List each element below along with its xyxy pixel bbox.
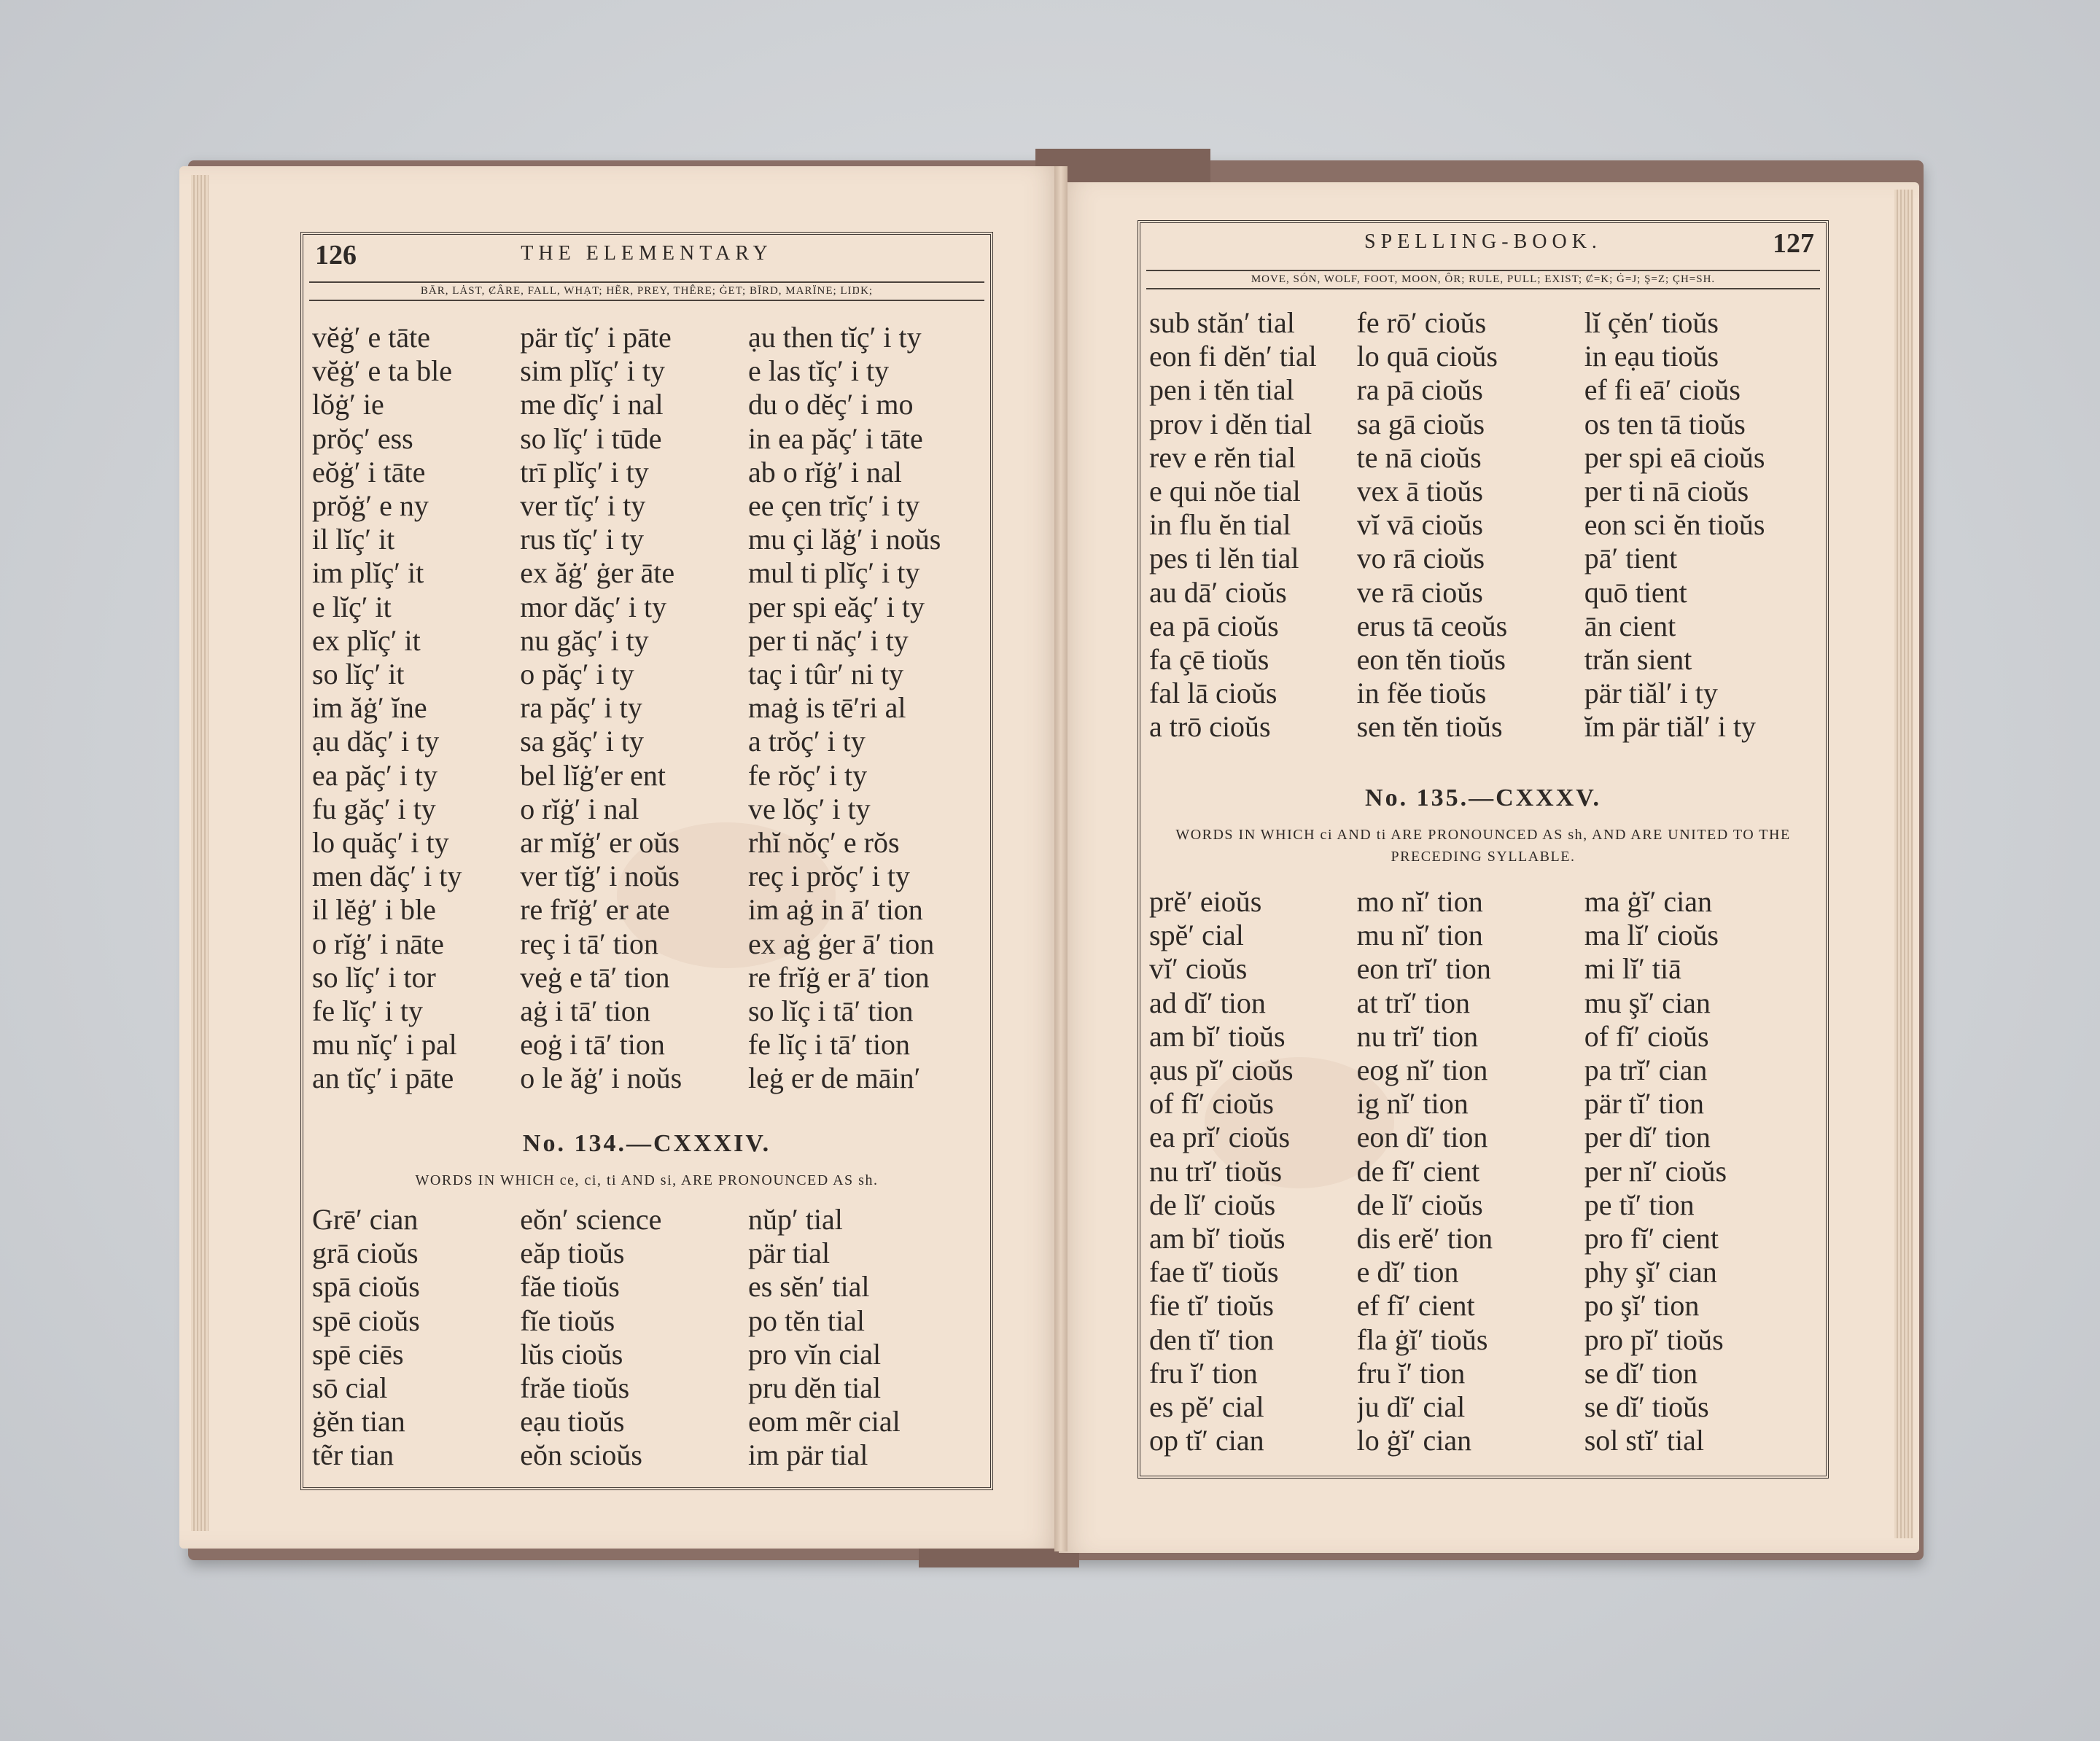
word-entry: ex ăġ′ ġer āte: [520, 556, 675, 590]
word-entry: fĭe tioŭs: [520, 1304, 615, 1337]
word-entry: mu nĭ′ tion: [1356, 919, 1483, 952]
word-entry: fe rō′ cioŭs: [1356, 306, 1487, 339]
word-entry: dis erĕ′ tion: [1356, 1222, 1493, 1255]
word-entry: ạu then tĭç′ i ty: [747, 321, 922, 354]
word-entry: sa găç′ i ty: [520, 725, 644, 758]
word-entry: maġ is tē′ri al: [747, 691, 906, 725]
word-entry: me dĭç′ i nal: [520, 388, 664, 421]
word-entry: fla ġĭ′ tioŭs: [1356, 1323, 1488, 1356]
word-entry: ad dĭ′ tion: [1149, 986, 1266, 1019]
word-entry: rev e rĕn tial: [1149, 440, 1296, 474]
word-entry: ġĕn tian: [312, 1405, 405, 1438]
word-entry: ver tĭç′ i ty: [520, 489, 646, 523]
word-entry: ma ġĭ′ cian: [1584, 885, 1713, 918]
word-entry: of fĭ′ cioŭs: [1584, 1019, 1709, 1053]
word-entry: eom mẽr cial: [747, 1405, 901, 1438]
word-entry: lo quā cioŭs: [1356, 340, 1498, 373]
word-entry: ig nĭ′ tion: [1356, 1087, 1469, 1121]
word-entry: pen i tĕn tial: [1149, 373, 1294, 407]
word-entry: pär tĭ′ tion: [1584, 1087, 1704, 1121]
word-entry: de lĭ′ cioŭs: [1149, 1188, 1276, 1221]
word-entry: per ti nā cioŭs: [1584, 475, 1749, 508]
word-entry: ve lŏç′ i ty: [747, 792, 871, 825]
running-title: SPELLING-BOOK.: [1364, 230, 1602, 253]
word-entry: ĭm pär tiăl′ i ty: [1584, 710, 1757, 744]
word-entry: o rĭġ′ i nal: [520, 792, 639, 825]
word-entry: of fĭ′ cioŭs: [1149, 1087, 1274, 1121]
word-entry: de fĭ′ cient: [1356, 1154, 1480, 1188]
running-title: THE ELEMENTARY: [521, 242, 773, 265]
word-entry: eon trĭ′ tion: [1356, 952, 1491, 986]
word-entry: op tĭ′ cian: [1149, 1424, 1264, 1457]
word-entry: in fĕe tioŭs: [1356, 677, 1487, 710]
word-entry: o păç′ i ty: [520, 658, 634, 691]
word-entry: so lĭç i tā′ tion: [747, 994, 914, 1028]
word-entry: ver tĭġ′ i noŭs: [520, 860, 680, 893]
word-entry: reç i prŏç′ i ty: [747, 860, 910, 893]
word-entry: ạus pĭ′ cioŭs: [1149, 1053, 1294, 1087]
word-list-134-continued: [1149, 306, 1819, 744]
word-entry: pär tial: [747, 1236, 831, 1270]
word-entry: pru dĕn tial: [747, 1371, 882, 1405]
word-entry: men dăç′ i ty: [312, 860, 462, 893]
word-entry: vĕġ′ e ta ble: [312, 354, 452, 388]
word-entry: am bĭ′ tioŭs: [1149, 1019, 1286, 1053]
word-entry: vex ā tioŭs: [1356, 475, 1483, 508]
section-subtitle: WORDS IN WHICH ce, ci, ti AND si, ARE PRONOUNCED AS sh.: [415, 1172, 879, 1188]
word-entry: eạu tioŭs: [520, 1405, 625, 1438]
word-entry: mu çi lăġ′ i noŭs: [747, 523, 941, 556]
word-entry: vo rā cioŭs: [1356, 542, 1485, 575]
page-edges-right: [1894, 190, 1913, 1538]
word-entry: re frĭġ er ā′ tion: [747, 960, 930, 994]
word-entry: po şĭ′ tion: [1584, 1289, 1700, 1323]
word-entry: prŏġ′ e ny: [312, 489, 429, 523]
word-entry: vĕġ′ e tāte: [312, 321, 430, 354]
word-entry: spā cioŭs: [312, 1270, 420, 1304]
word-entry: rus tĭç′ i ty: [520, 523, 645, 556]
page-number: 126: [315, 240, 357, 270]
word-entry: lŭs cioŭs: [520, 1337, 623, 1371]
page-number: 127: [1773, 228, 1814, 259]
right-page-frame: [1138, 220, 1829, 1479]
word-entry: pa trĭ′ cian: [1584, 1053, 1708, 1087]
word-entry: in eạu tioŭs: [1584, 340, 1719, 373]
word-entry: fa çē tioŭs: [1149, 643, 1269, 677]
word-entry: per ti năç′ i ty: [747, 623, 909, 657]
word-entry: per nĭ′ cioŭs: [1584, 1154, 1727, 1188]
word-entry: es sĕn′ tial: [747, 1270, 870, 1304]
word-entry: se dĭ′ tion: [1584, 1356, 1698, 1390]
word-entry: ra pā cioŭs: [1356, 373, 1483, 407]
word-entry: sol stĭ′ tial: [1584, 1424, 1705, 1457]
word-entry: pro vĭn cial: [747, 1337, 882, 1371]
word-entry: veġ e tā′ tion: [520, 960, 670, 994]
word-entry: es pĕ′ cial: [1149, 1390, 1264, 1424]
word-entry: ef fi eā′ cioŭs: [1584, 373, 1741, 407]
word-entry: prŏç′ ess: [312, 421, 413, 455]
word-entry: ab o rĭġ′ i nal: [747, 455, 902, 488]
word-entry: bel lĭġ′er ent: [520, 758, 666, 792]
word-entry: pär tĭç′ i pāte: [520, 321, 672, 354]
word-entry: sen tĕn tioŭs: [1356, 710, 1503, 744]
word-entry: frăe tioŭs: [520, 1371, 630, 1405]
word-entry: ea prĭ′ cioŭs: [1149, 1121, 1291, 1154]
word-entry: reç i tā′ tion: [520, 927, 658, 960]
word-entry: il lĭç′ it: [312, 523, 395, 556]
word-entry: ex plĭç′ it: [312, 623, 421, 657]
word-entry: tẽr tian: [312, 1438, 394, 1472]
book-gutter: [1054, 166, 1068, 1551]
word-entry: sim plĭç′ i ty: [520, 354, 665, 388]
word-entry: e qui nŏe tial: [1149, 475, 1301, 508]
word-entry: os ten tā tioŭs: [1584, 407, 1746, 440]
word-entry: eăp tioŭs: [520, 1236, 625, 1270]
word-entry: lo ġĭ′ cian: [1356, 1424, 1472, 1457]
word-entry: fe lĭç′ i ty: [312, 994, 424, 1028]
word-entry: mul ti plĭç′ i ty: [747, 556, 920, 590]
word-entry: eoġ i tā′ tion: [520, 1028, 665, 1062]
word-entry: taç i tûr′ ni ty: [747, 658, 904, 691]
pronunciation-key: MOVE, SÓN, WOLF, FOOT, MOON, ÔR; RULE, PULL; EXIST; Ȼ=K; Ġ=J; Ş=Z; ÇH=SH.: [1146, 270, 1820, 289]
word-entry: eon tĕn tioŭs: [1356, 643, 1506, 677]
word-entry: fe lĭç i tā′ tion: [747, 1028, 910, 1062]
word-entry: im pär tial: [747, 1438, 868, 1472]
word-entry: mi lĭ′ tiā: [1584, 952, 1681, 986]
word-entry: mor dăç′ i ty: [520, 590, 667, 623]
word-entry: nu trĭ′ tion: [1356, 1019, 1479, 1053]
word-entry: leġ er de māin′: [747, 1062, 921, 1095]
word-entry: ex aġ ġer ā′ tion: [747, 927, 935, 960]
word-entry: eog nĭ′ tion: [1356, 1053, 1488, 1087]
word-entry: quō tient: [1584, 575, 1687, 609]
word-entry: eŏġ′ i tāte: [312, 455, 426, 488]
page-edges-left: [191, 175, 209, 1531]
word-entry: prĕ′ eioŭs: [1149, 885, 1262, 918]
left-page-header: [312, 239, 981, 268]
word-entry: so lĭç′ i tor: [312, 960, 436, 994]
word-entry: eon fi dĕn′ tial: [1149, 340, 1317, 373]
word-entry: ef fĭ′ cient: [1356, 1289, 1475, 1323]
word-entry: eon sci ĕn tioŭs: [1584, 508, 1765, 542]
word-entry: o le ăġ′ i noŭs: [520, 1062, 682, 1095]
word-entry: fru ĭ′ tion: [1356, 1356, 1466, 1390]
word-entry: lĭ çĕn′ tioŭs: [1584, 306, 1719, 339]
word-entry: sa gā cioŭs: [1356, 407, 1485, 440]
word-entry: an tĭç′ i pāte: [312, 1062, 454, 1095]
word-entry: făe tioŭs: [520, 1270, 620, 1304]
word-entry: pär tiăl′ i ty: [1584, 677, 1718, 710]
word-list-134: [312, 1203, 983, 1473]
word-entry: fie tĭ′ tioŭs: [1149, 1289, 1274, 1323]
word-entry: trăn sient: [1584, 643, 1692, 677]
word-entry: am bĭ′ tioŭs: [1149, 1222, 1286, 1255]
word-entry: nŭp′ tial: [747, 1203, 843, 1236]
word-entry: sub stăn′ tial: [1149, 306, 1295, 339]
word-entry: prov i dĕn tial: [1149, 407, 1312, 440]
word-entry: ee çen trĭç′ i ty: [747, 489, 920, 523]
word-entry: fu găç′ i ty: [312, 792, 436, 825]
word-entry: fae tĭ′ tioŭs: [1149, 1255, 1279, 1289]
word-entry: lŏġ′ ie: [312, 388, 384, 421]
word-entry: lo quăç′ i ty: [312, 826, 449, 860]
word-entry: ma lĭ′ cioŭs: [1584, 919, 1719, 952]
word-entry: du o dĕç′ i mo: [747, 388, 914, 421]
word-entry: Grē′ cian: [312, 1203, 419, 1236]
word-list-135: [1149, 885, 1819, 1457]
word-entry: de lĭ′ cioŭs: [1356, 1188, 1483, 1221]
word-list-134-preceding: [312, 321, 983, 1096]
word-entry: so lĭç′ it: [312, 658, 405, 691]
word-entry: il lĕġ′ i ble: [312, 893, 436, 927]
word-entry: in flu ĕn tial: [1149, 508, 1291, 542]
word-entry: spē cioŭs: [312, 1304, 420, 1337]
word-entry: re frĭġ′ er ate: [520, 893, 670, 927]
word-entry: mu şĭ′ cian: [1584, 986, 1711, 1019]
word-entry: e lĭç′ it: [312, 590, 392, 623]
word-entry: at trĭ′ tion: [1356, 986, 1470, 1019]
word-entry: au dā′ cioŭs: [1149, 575, 1287, 609]
word-entry: grā cioŭs: [312, 1236, 419, 1270]
word-entry: te nā cioŭs: [1356, 440, 1482, 474]
word-entry: im ăġ′ ĭne: [312, 691, 427, 725]
word-entry: pro pĭ′ tioŭs: [1584, 1323, 1724, 1356]
word-entry: pe tĭ′ tion: [1584, 1188, 1695, 1221]
word-entry: a trō cioŭs: [1149, 710, 1271, 744]
word-entry: vĭ vā cioŭs: [1356, 508, 1483, 542]
word-entry: per spi eăç′ i ty: [747, 590, 925, 623]
word-entry: per dĭ′ tion: [1584, 1121, 1711, 1154]
word-entry: phy şĭ′ cian: [1584, 1255, 1717, 1289]
word-entry: pes ti lĕn tial: [1149, 542, 1299, 575]
word-entry: o rĭġ′ i nāte: [312, 927, 444, 960]
word-entry: po tĕn tial: [747, 1304, 865, 1337]
word-entry: nu trĭ′ tioŭs: [1149, 1154, 1283, 1188]
word-entry: vĭ′ cioŭs: [1149, 952, 1248, 986]
word-entry: aġ i tā′ tion: [520, 994, 650, 1028]
word-entry: sō cial: [312, 1371, 388, 1405]
word-entry: ān cient: [1584, 609, 1676, 642]
word-entry: in ea păç′ i tāte: [747, 421, 923, 455]
word-entry: fal lā cioŭs: [1149, 677, 1278, 710]
word-entry: im aġ in ā′ tion: [747, 893, 923, 927]
word-entry: ve rā cioŭs: [1356, 575, 1483, 609]
word-entry: fe rŏç′ i ty: [747, 758, 868, 792]
word-entry: fru ĭ′ tion: [1149, 1356, 1258, 1390]
word-entry: ạu dăç′ i ty: [312, 725, 440, 758]
word-entry: im plĭç′ it: [312, 556, 424, 590]
word-entry: nu găç′ i ty: [520, 623, 649, 657]
word-entry: a trŏç′ i ty: [747, 725, 866, 758]
section-subtitle: WORDS IN WHICH ci AND ti ARE PRONOUNCED AS sh, AND ARE UNITED TO THE PRECEDING SYLLABLE.: [1175, 827, 1791, 865]
word-entry: se dĭ′ tioŭs: [1584, 1390, 1709, 1424]
word-entry: ju dĭ′ cial: [1356, 1390, 1466, 1424]
word-entry: erus tā ceoŭs: [1356, 609, 1508, 642]
word-entry: trī plĭç′ i ty: [520, 455, 649, 488]
word-entry: ar mĭġ′ er oŭs: [520, 826, 680, 860]
word-entry: per spi eā cioŭs: [1584, 440, 1765, 474]
word-entry: rhĭ nŏç′ e rŏs: [747, 826, 900, 860]
word-entry: spē ciēs: [312, 1337, 404, 1371]
pronunciation-key: BĀR, LȦST, ȻÂRE, FALL, WHẠT; HẼR, PREY, THÊRE; ĠET; BĪRD, MARÏNE; LIŊK;: [309, 281, 984, 301]
word-entry: pro fĭ′ cient: [1584, 1222, 1719, 1255]
word-entry: eon dĭ′ tion: [1356, 1121, 1488, 1154]
word-entry: ra păç′ i ty: [520, 691, 642, 725]
word-entry: ea pā cioŭs: [1149, 609, 1279, 642]
word-entry: eŏn scioŭs: [520, 1438, 642, 1472]
word-entry: den tĭ′ tion: [1149, 1323, 1274, 1356]
word-entry: mu nĭç′ i pal: [312, 1028, 457, 1062]
word-entry: spĕ′ cial: [1149, 919, 1244, 952]
left-page-frame: [300, 232, 993, 1490]
word-entry: so lĭç′ i tūde: [520, 421, 662, 455]
section-title: No. 135.—CXXXV.: [1365, 784, 1601, 811]
word-entry: e las tĭç′ i ty: [747, 354, 890, 388]
word-entry: e dĭ′ tion: [1356, 1255, 1459, 1289]
word-entry: pā′ tient: [1584, 542, 1678, 575]
section-title: No. 134.—CXXXIV.: [522, 1130, 771, 1157]
right-page-header: [1149, 227, 1817, 257]
word-entry: eŏn′ science: [520, 1203, 662, 1236]
word-entry: ea păç′ i ty: [312, 758, 438, 792]
word-entry: mo nĭ′ tion: [1356, 885, 1483, 918]
